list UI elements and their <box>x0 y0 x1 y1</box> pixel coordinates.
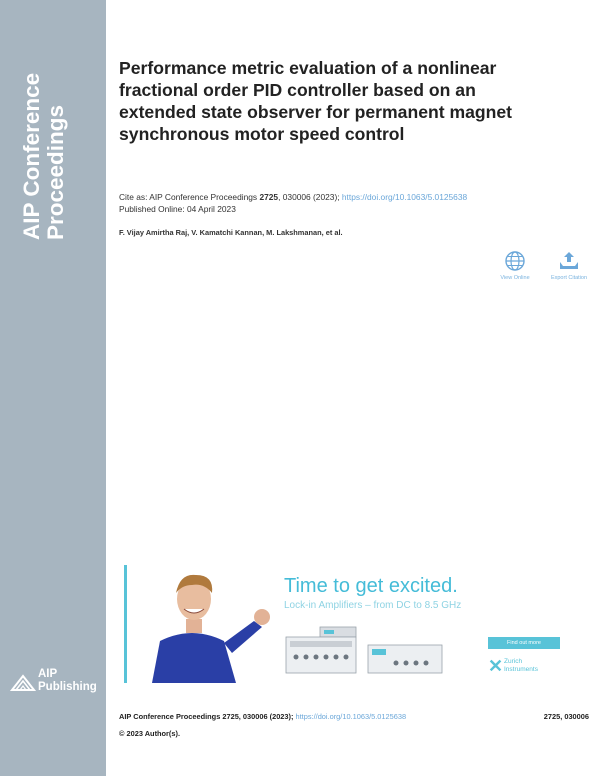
footer-proceedings: AIP Conference Proceedings 2725, 030006 (2023); <box>119 712 296 721</box>
globe-icon <box>504 250 526 272</box>
volume-number: 2725 <box>259 192 279 202</box>
publisher-line2: Publishing <box>38 680 97 693</box>
series-title <box>20 40 80 240</box>
article-number: , 030006 (2023); <box>278 192 342 202</box>
footer-doi-link[interactable]: https://doi.org/10.1063/5.0125638 <box>295 712 407 721</box>
export-icon <box>558 250 580 272</box>
publisher-mark-icon <box>10 670 36 692</box>
advertisement-banner[interactable] <box>124 565 578 683</box>
article-title: Performance metric evaluation of a nonlinear fractional order PID controller based on an extended state observer for permanent magnet synchronous motor speed control <box>119 58 513 144</box>
authors-link[interactable]: F. Vijay Amirtha Raj, V. Kamatchi Kannan, M. Lakshmanan, et al. <box>119 228 343 237</box>
footer-citation <box>119 712 589 721</box>
ad-brand-logo <box>488 656 568 678</box>
citation-block <box>119 191 467 215</box>
series-title-line2: Proceedings <box>43 104 68 240</box>
cite-line <box>119 191 467 203</box>
publisher-logo[interactable] <box>10 668 102 698</box>
view-online-label: View Online <box>500 275 530 281</box>
footer-page-number: 2725, 030006 <box>543 712 589 721</box>
sidebar <box>0 0 106 776</box>
published-date: Published Online: 04 April 2023 <box>119 204 236 214</box>
cite-label: Cite as: AIP Conference Proceedings <box>119 192 258 202</box>
brand-line2: Instruments <box>504 666 538 673</box>
export-citation-button[interactable] <box>545 250 593 281</box>
doi-link[interactable]: https://doi.org/10.1063/5.0125638 <box>341 192 468 202</box>
ad-accent-bar <box>124 565 127 683</box>
view-online-button[interactable] <box>491 250 539 281</box>
ad-subline: Lock-in Amplifiers – from DC to 8.5 GHz <box>284 600 462 611</box>
export-citation-label: Export Citation <box>550 275 588 281</box>
brand-line1: Zurich <box>504 658 523 665</box>
copyright-notice: © 2023 Author(s). <box>119 729 181 738</box>
ad-cta-button[interactable]: Find out more <box>488 637 560 649</box>
ad-person-image <box>132 569 282 683</box>
publisher-line1: AIP <box>38 668 58 680</box>
series-title-line1: AIP Conference <box>19 72 44 240</box>
ad-instruments-image <box>284 623 474 677</box>
ad-headline: Time to get excited. <box>284 575 458 597</box>
brand-x-icon: ✕ <box>488 656 504 676</box>
